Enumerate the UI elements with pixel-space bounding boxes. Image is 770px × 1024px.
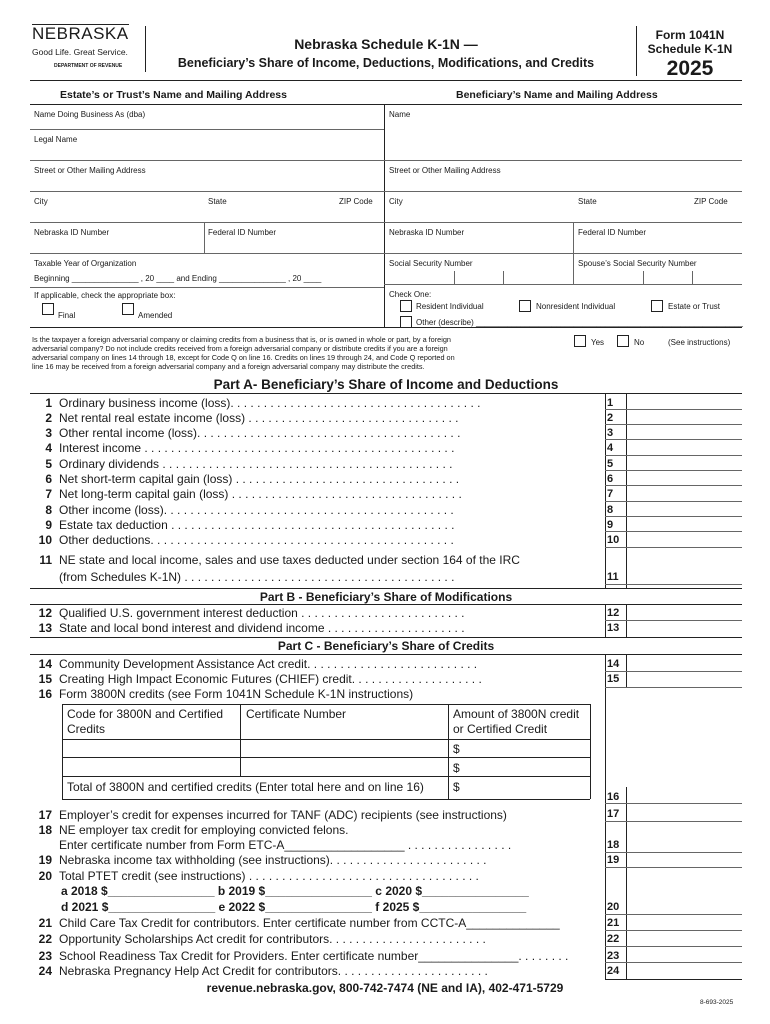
foreign-line2: adversarial company? Do not include credits received from a foreign adversarial company or distribute credits if you are a foreign [32,344,448,353]
schedule-label: Schedule K-1N [647,42,733,56]
line-8: 8 Other income (loss). . . . . . . . . . . . . . . . . . . . . . . . . . . . . . . . . . . . . . . . . . . . [45,503,454,517]
beneficiary-fed-id-field[interactable]: Federal ID Number [578,228,647,237]
line-20-years-d[interactable]: d 2021 $________________ e 2022 $________________ f 2025 $________________ [61,900,527,914]
ssn-field[interactable]: Social Security Number [389,259,473,268]
line-18b: Enter certificate number from Form ETC-A__________________ . . . . . . . . . . . . . . . . [59,838,512,852]
resident-checkbox[interactable] [400,300,412,312]
line-22: 22 Opportunity Scholarships Act credit for contributors. . . . . . . . . . . . . . . . . . . . . . . . [38,932,486,946]
line-10: 10 Other deductions. . . . . . . . . . . . . . . . . . . . . . . . . . . . . . . . . . . . . . . . . . . . . . [38,533,454,547]
nonresident-label: Nonresident Individual [536,302,616,311]
foreign-line4: line 16 may be received from a foreign adversarial company and a foreign adversarial company may distribute the credits. [32,362,425,371]
line-16: 16 Form 3800N credits (see Form 1041N Schedule K-1N instructions) [38,687,414,701]
beneficiary-name-field[interactable]: Name [389,110,411,119]
foreign-see-instructions: (See instructions) [668,338,731,347]
estate-city-field[interactable]: City [34,197,48,206]
beneficiary-state-field[interactable]: State [578,197,597,206]
line-1: 1 Ordinary business income (loss). . . . . . . . . . . . . . . . . . . . . . . . . . . . . . . . . . . . . . [45,396,481,410]
line-9: 9 Estate tax deduction . . . . . . . . . . . . . . . . . . . . . . . . . . . . . . . . . . . . . . . . . . . [45,518,455,532]
table-header-cert: Certificate Number [246,707,347,721]
final-checkbox[interactable] [42,303,54,315]
foreign-line1: Is the taxpayer a foreign adversarial company or claiming credits from a business that is, or is owned in whole or part, by a foreign [32,335,451,344]
foreign-line3: adversarial company on lines 14 through 18, except for Code Q on line 16. Credits on lines 19 through 24, and Code Q reported on [32,353,455,362]
check-box-label: If applicable, check the appropriate box: [34,291,176,300]
line-13: 13 State and local bond interest and dividend income . . . . . . . . . . . . . . . . . . . . . [38,621,465,635]
logo-text: NEBRASKA [32,24,129,43]
line-24: 24 Nebraska Pregnancy Help Act Credit for contributors. . . . . . . . . . . . . . . . . . . . . . . [38,964,488,978]
estate-street-field[interactable]: Street or Other Mailing Address [34,166,146,175]
line-21: 21 Child Care Tax Credit for contributors. Enter certificate number from CCTC-A______________ [38,916,560,930]
estate-trust-checkbox[interactable] [651,300,663,312]
nonresident-checkbox[interactable] [519,300,531,312]
estate-legal-name-field[interactable]: Legal Name [34,135,78,144]
line-11: 11 NE state and local income, sales and use taxes deducted under section 164 of the IRC [39,553,520,567]
line-1-amount[interactable] [627,396,742,409]
estate-dba-field[interactable]: Name Doing Business As (dba) [34,110,146,119]
title-line2: Beneficiary’s Share of Income, Deductions, Modifications, and Credits [177,56,595,70]
form-id [640,28,740,81]
beneficiary-ne-id-field[interactable]: Nebraska ID Number [389,228,465,237]
estate-zip-field[interactable]: ZIP Code [339,197,373,206]
estate-ne-id-field[interactable]: Nebraska ID Number [34,228,110,237]
line-15: 15 Creating High Impact Economic Futures (CHIEF) credit. . . . . . . . . . . . . . . . . . . . [38,672,482,686]
beneficiary-zip-field[interactable]: ZIP Code [694,197,728,206]
estate-heading: Estate’s or Trust’s Name and Mailing Address [60,89,287,101]
line-4: 4 Interest income . . . . . . . . . . . . . . . . . . . . . . . . . . . . . . . . . . . . . . . . . . . . . . . [45,441,455,455]
line-17: 17 Employer’s credit for expenses incurred for TANF (ADC) recipients (see instructions) [38,808,507,822]
footer-code: 8-693-2025 [700,999,734,1006]
beneficiary-street-field[interactable]: Street or Other Mailing Address [389,166,501,175]
table-total-label: Total of 3800N and certified credits (Enter total here and on line 16) [67,780,424,794]
table-header-code: Code for 3800N and Certified Credits [67,707,224,736]
taxable-year-range[interactable]: Beginning _______________ , 20 ____ and Ending _______________ , 20 ____ [34,274,322,283]
estate-trust-label: Estate or Trust [668,302,721,311]
foreign-yes-checkbox[interactable] [574,335,586,347]
line-20: 20 Total PTET credit (see instructions) . . . . . . . . . . . . . . . . . . . . . . . . . . . . . . . . . . . [38,869,479,883]
foreign-no-checkbox[interactable] [617,335,629,347]
footer-contact: revenue.nebraska.gov, 800-742-7474 (NE and IA), 402-471-5729 [206,981,564,995]
final-label: Final [58,311,76,320]
line-18: 18 NE employer tax credit for employing convicted felons. [38,823,349,837]
line-14: 14 Community Development Assistance Act credit. . . . . . . . . . . . . . . . . . . . . . . . . . [38,657,478,671]
page-title [146,36,626,70]
table-total-dollar[interactable]: $ [453,780,460,794]
table-header-amount: Amount of 3800N credit or Certified Credit [453,707,580,736]
part-b-title: Part B - Beneficiary’s Share of Modifications [259,590,513,604]
line-3: 3 Other rental income (loss). . . . . . . . . . . . . . . . . . . . . . . . . . . . . . . . . . . . . . . . [45,426,461,440]
line-11b: (from Schedules K-1N) . . . . . . . . . . . . . . . . . . . . . . . . . . . . . . . . . . . . . . . . . [59,570,455,584]
beneficiary-city-field[interactable]: City [389,197,403,206]
beneficiary-heading: Beneficiary’s Name and Mailing Address [456,89,658,101]
logo-dept: DEPARTMENT OF REVENUE [54,63,123,69]
foreign-no-label: No [634,338,645,347]
foreign-yes-label: Yes [591,338,605,347]
taxable-year-label: Taxable Year of Organization [34,259,137,268]
title-line1: Nebraska Schedule K-1N — [294,36,478,52]
line-7: 7 Net long-term capital gain (loss) . . . . . . . . . . . . . . . . . . . . . . . . . . . . . . . . . . . [45,487,462,501]
logo [32,24,140,74]
line-12: 12 Qualified U.S. government interest deduction . . . . . . . . . . . . . . . . . . . . . . . . . [38,606,465,620]
spouse-ssn-field[interactable]: Spouse’s Social Security Number [578,259,697,268]
estate-state-field[interactable]: State [208,197,227,206]
check-one-label: Check One: [389,290,432,299]
part-a-title: Part A- Beneficiary’s Share of Income and Deductions [213,377,559,392]
part-c-title: Part C - Beneficiary’s Share of Credits [277,639,495,653]
form-year: 2025 [666,57,714,80]
amended-label: Amended [138,311,173,320]
line-19: 19 Nebraska income tax withholding (see instructions). . . . . . . . . . . . . . . . . . . . . . . . [38,853,487,867]
line-5: 5 Ordinary dividends . . . . . . . . . . . . . . . . . . . . . . . . . . . . . . . . . . . . . . . . . . . . [45,457,453,471]
table-row-2-dollar[interactable]: $ [453,761,460,775]
other-describe-field[interactable]: Other (describe) ____________________________________________________________ [416,318,743,327]
table-row-1-dollar[interactable]: $ [453,742,460,756]
estate-fed-id-field[interactable]: Federal ID Number [208,228,277,237]
amended-checkbox[interactable] [122,303,134,315]
line-23: 23 School Readiness Tax Credit for Providers. Enter certificate number_______________. . . . . . . . [38,949,569,963]
form-label: Form 1041N [655,28,725,42]
logo-tagline: Good Life. Great Service. [32,47,128,57]
resident-label: Resident Individual [416,302,484,311]
line-6: 6 Net short-term capital gain (loss) . . . . . . . . . . . . . . . . . . . . . . . . . . . . . . . . . . [45,472,460,486]
foreign-question [32,335,455,371]
line-2: 2 Net rental real estate income (loss) . . . . . . . . . . . . . . . . . . . . . . . . . . . . . . . . [45,411,459,425]
line-20-years-a[interactable]: a 2018 $________________ b 2019 $________________ c 2020 $________________ [61,884,529,898]
